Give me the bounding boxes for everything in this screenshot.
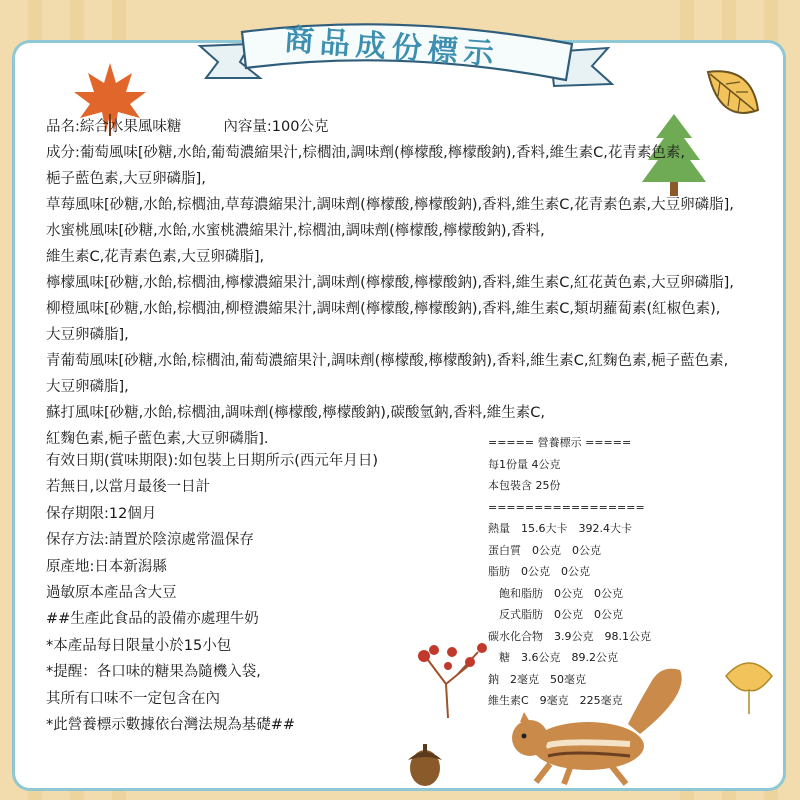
- nutrition-line: 糖 3.6公克 89.2公克: [488, 651, 618, 664]
- nutrition-line: 脂肪 0公克 0公克: [488, 565, 590, 578]
- info-line: 若無日,以當月最後一日計: [46, 479, 211, 496]
- ingredient-line: 大豆卵磷脂],: [46, 327, 129, 343]
- info-line: *此營養標示數據依台灣法規為基礎##: [46, 716, 296, 733]
- nutrition-line: 飽和脂肪 0公克 0公克: [488, 586, 623, 600]
- nutrition-line: 熱量 15.6大卡 392.4大卡: [488, 522, 632, 535]
- ingredient-line: 柳橙風味[砂糖,水飴,棕櫚油,柳橙濃縮果汁,調味劑(檸檬酸,檸檬酸鈉),香料,維生素C,類胡蘿蔔素(紅椒色素),: [46, 301, 721, 317]
- info-line: *提醒：各口味的糖果為隨機入袋,: [46, 664, 261, 681]
- info-line: 原產地:日本新潟縣: [46, 558, 167, 575]
- banner-title: 商品成份標示: [282, 22, 501, 73]
- nutrition-line: 本包裝含 25份: [488, 479, 561, 492]
- info-line: *本產品每日限量小於15小包: [46, 637, 232, 654]
- nutrition-line: 維生素C 9毫克 225毫克: [488, 694, 623, 707]
- product-line: [46, 114, 766, 140]
- product-name: 品名:綜合水果風味糖: [46, 119, 182, 135]
- nutrition-line: 蛋白質 0公克 0公克: [488, 543, 601, 557]
- ingredient-line: 成分:葡萄風味[砂糖,水飴,葡萄濃縮果汁,棕櫚油,調味劑(檸檬酸,檸檬酸鈉),香料,維生素C,花青素色素,: [46, 145, 685, 161]
- nutrition-line: ===== 營養標示 =====: [488, 436, 632, 449]
- nutrition-line: 每1份量 4公克: [488, 457, 561, 471]
- nutrition-line: 鈉 2毫克 50毫克: [488, 672, 586, 686]
- product-info-section: [46, 448, 466, 738]
- ingredients-section: [46, 114, 766, 452]
- ingredient-line: 檸檬風味[砂糖,水飴,棕櫚油,檸檬濃縮果汁,調味劑(檸檬酸,檸檬酸鈉),香料,維生素C,紅花黃色素,大豆卵磷脂],: [46, 275, 734, 291]
- product-volume: 內容量:100公克: [223, 119, 329, 135]
- info-line: 有效日期(賞味期限):如包裝上日期所示(西元年月日): [46, 453, 379, 469]
- ingredient-line: 青葡萄風味[砂糖,水飴,棕櫚油,葡萄濃縮果汁,調味劑(檸檬酸,檸檬酸鈉),香料,維生素C,紅麴色素,梔子藍色素,: [46, 353, 729, 369]
- ingredient-line: 水蜜桃風味[砂糖,水飴,水蜜桃濃縮果汁,棕櫚油,調味劑(檸檬酸,檸檬酸鈉),香料,: [46, 223, 545, 239]
- ingredient-line: 草莓風味[砂糖,水飴,棕櫚油,草莓濃縮果汁,調味劑(檸檬酸,檸檬酸鈉),香料,維生素C,花青素色素,大豆卵磷脂],: [46, 197, 734, 213]
- ingredient-line: 維生素C,花青素色素,大豆卵磷脂],: [46, 249, 265, 265]
- info-line: 過敏原本產品含大豆: [46, 584, 177, 601]
- nutrition-line: 碳水化合物 3.9公克 98.1公克: [488, 629, 651, 643]
- info-line: 保存期限:12個月: [46, 505, 157, 522]
- nutrition-line: =================: [488, 500, 645, 514]
- info-line: ##生產此食品的設備亦處理牛奶: [46, 611, 259, 628]
- ingredient-line: 大豆卵磷脂],: [46, 379, 129, 395]
- ginkgo-leaf-icon: [718, 656, 780, 718]
- acorn-icon: [402, 738, 448, 790]
- ingredient-line: 蘇打風味[砂糖,水飴,棕櫚油,調味劑(檸檬酸,檸檬酸鈉),碳酸氫鈉,香料,維生素C,: [46, 405, 545, 421]
- nutrition-facts: [488, 432, 708, 712]
- ingredient-line: 梔子藍色素,大豆卵磷脂],: [46, 171, 206, 187]
- ingredient-line: 紅麴色素,梔子藍色素,大豆卵磷脂].: [46, 431, 269, 447]
- info-line: 其所有口味不一定包含在內: [46, 690, 220, 707]
- nutrition-line: 反式脂肪 0公克 0公克: [488, 608, 623, 621]
- info-line: 保存方法:請置於陰涼處常溫保存: [46, 532, 254, 549]
